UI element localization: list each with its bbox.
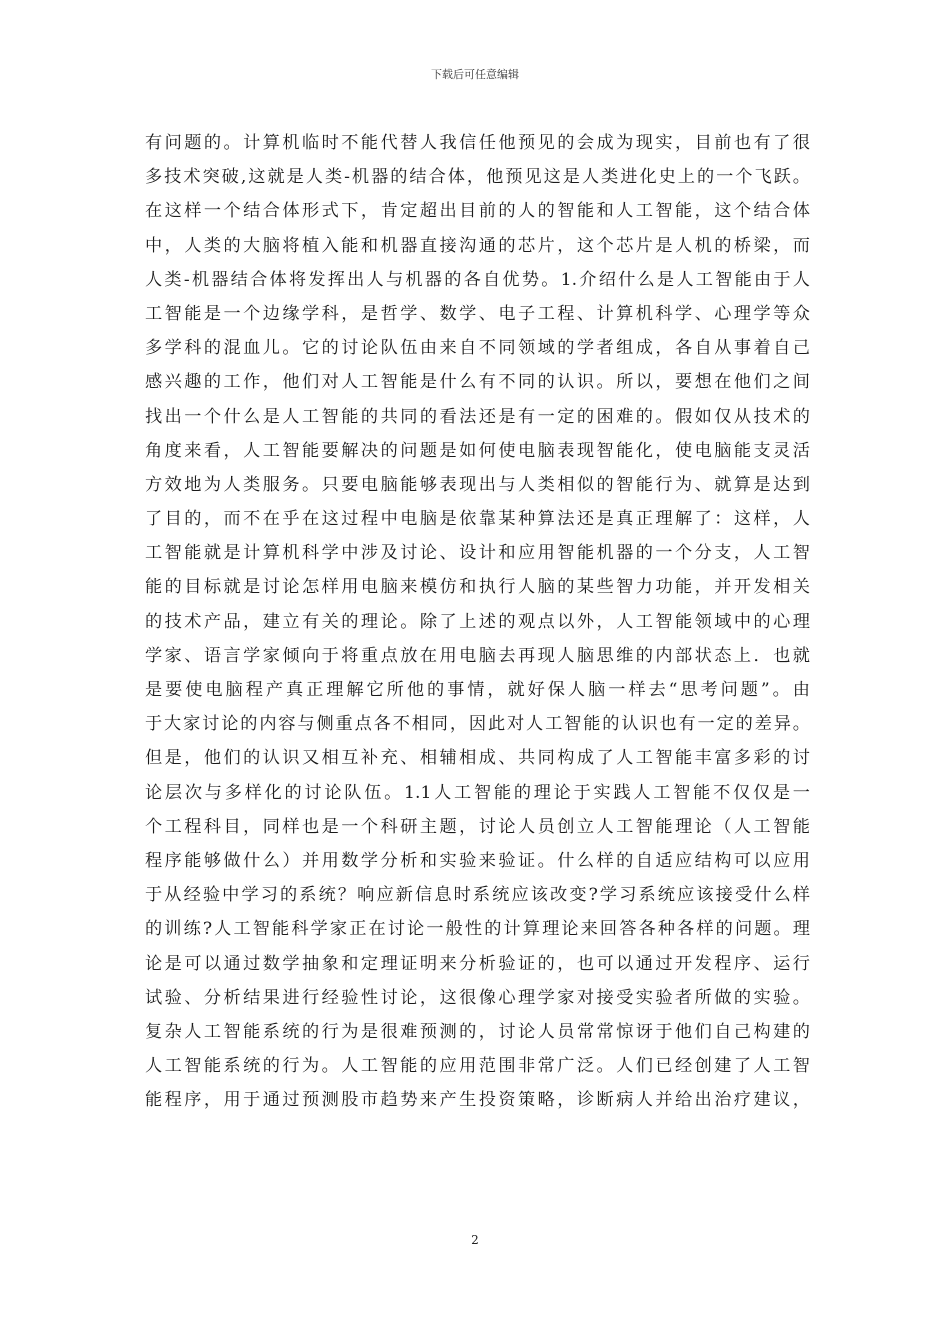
- text-line: 学家、语言学家倾向于将重点放在用电脑去再现人脑思维的内部状态上．也就: [145, 645, 810, 666]
- page-header: 下载后可任意编辑: [431, 68, 519, 81]
- page-number: 2: [471, 1233, 479, 1247]
- text-line: 能的目标就是讨论怎样用电脑来模仿和执行人脑的某些智力功能，并开发相关: [145, 577, 810, 598]
- text-line: 能程序，用于通过预测股市趋势来产生投资策略，诊断病人并给出治疗建议，: [145, 1090, 810, 1111]
- text-line: 论是可以通过数学抽象和定理证明来分析验证的，也可以通过开发程序、运行: [145, 953, 810, 974]
- text-line: 了目的，而不在乎在这过程中电脑是依靠某种算法还是真正理解了：这样，人: [145, 509, 810, 530]
- text-line: 于从经验中学习的系统？响应新信息时系统应该改变?学习系统应该接受什么样: [145, 885, 810, 906]
- body-text: [145, 126, 810, 1117]
- text-line: 角度来看，人工智能要解决的问题是如何使电脑表现智能化，使电脑能支灵活: [145, 440, 810, 461]
- text-line: 中，人类的大脑将植入能和机器直接沟通的芯片，这个芯片是人机的桥梁，而: [145, 235, 810, 256]
- text-line: 是要使电脑程产真正理解它所他的事情，就好保人脑一样去“思考问题”。由: [145, 680, 810, 700]
- text-line: 人类-机器结合体将发挥出人与机器的各自优势。1.介绍什么是人工智能由于人: [145, 269, 810, 290]
- text-line: 找出一个什么是人工智能的共同的看法还是有一定的困难的。假如仅从技术的: [145, 406, 810, 427]
- text-line: 有问题的。计算机临时不能代替人我信任他预见的会成为现实，目前也有了很: [145, 133, 810, 153]
- text-line: 试验、分析结果进行经验性讨论，这很像心理学家对接受实验者所做的实验。: [145, 987, 810, 1008]
- text-line: 在这样一个结合体形式下，肯定超出目前的人的智能和人工智能，这个结合体: [145, 201, 810, 222]
- text-line: 多技术突破,这就是人类-机器的结合体，他预见这是人类进化史上的一个飞跃。: [145, 167, 810, 188]
- text-line: 的训练?人工智能科学家正在讨论一般性的计算理论来回答各种各样的问题。理: [145, 919, 810, 940]
- text-line: 人工智能系统的行为。人工智能的应用范围非常广泛。人们已经创建了人工智: [145, 1056, 810, 1077]
- text-line: 的技术产品，建立有关的理论。除了上述的观点以外，人工智能领域中的心理: [145, 611, 810, 632]
- text-line: 个工程科目，同样也是一个科研主题，讨论人员创立人工智能理论（人工智能: [145, 816, 810, 837]
- text-line: 但是，他们的认识又相互补充、相辅相成、共同构成了人工智能丰富多彩的讨: [145, 748, 810, 769]
- text-line: 方效地为人类服务。只要电脑能够表现出与人类相似的智能行为、就算是达到: [145, 474, 810, 495]
- text-line: 程序能够做什么）并用数学分析和实验来验证。什么样的自适应结构可以应用: [145, 850, 810, 871]
- text-line: 于大家讨论的内容与侧重点各不相同，因此对人工智能的认识也有一定的差异。: [145, 714, 810, 735]
- text-line: 工智能就是计算机科学中涉及讨论、设计和应用智能机器的一个分支，人工智: [145, 543, 810, 564]
- text-line: 感兴趣的工作，他们对人工智能是什么有不同的认识。所以，要想在他们之间: [145, 372, 810, 393]
- text-line: 论层次与多样化的讨论队伍。1.1人工智能的理论于实践人工智能不仅仅是一: [145, 782, 810, 803]
- text-line: 多学科的混血儿。它的讨论队伍由来自不同领域的学者组成，各自从事着自己: [145, 338, 810, 359]
- text-line: 工智能是一个边缘学科，是哲学、数学、电子工程、计算机科学、心理学等众: [145, 303, 810, 324]
- text-line: 复杂人工智能系统的行为是很难预测的，讨论人员常常惊讶于他们自己构建的: [145, 1021, 810, 1042]
